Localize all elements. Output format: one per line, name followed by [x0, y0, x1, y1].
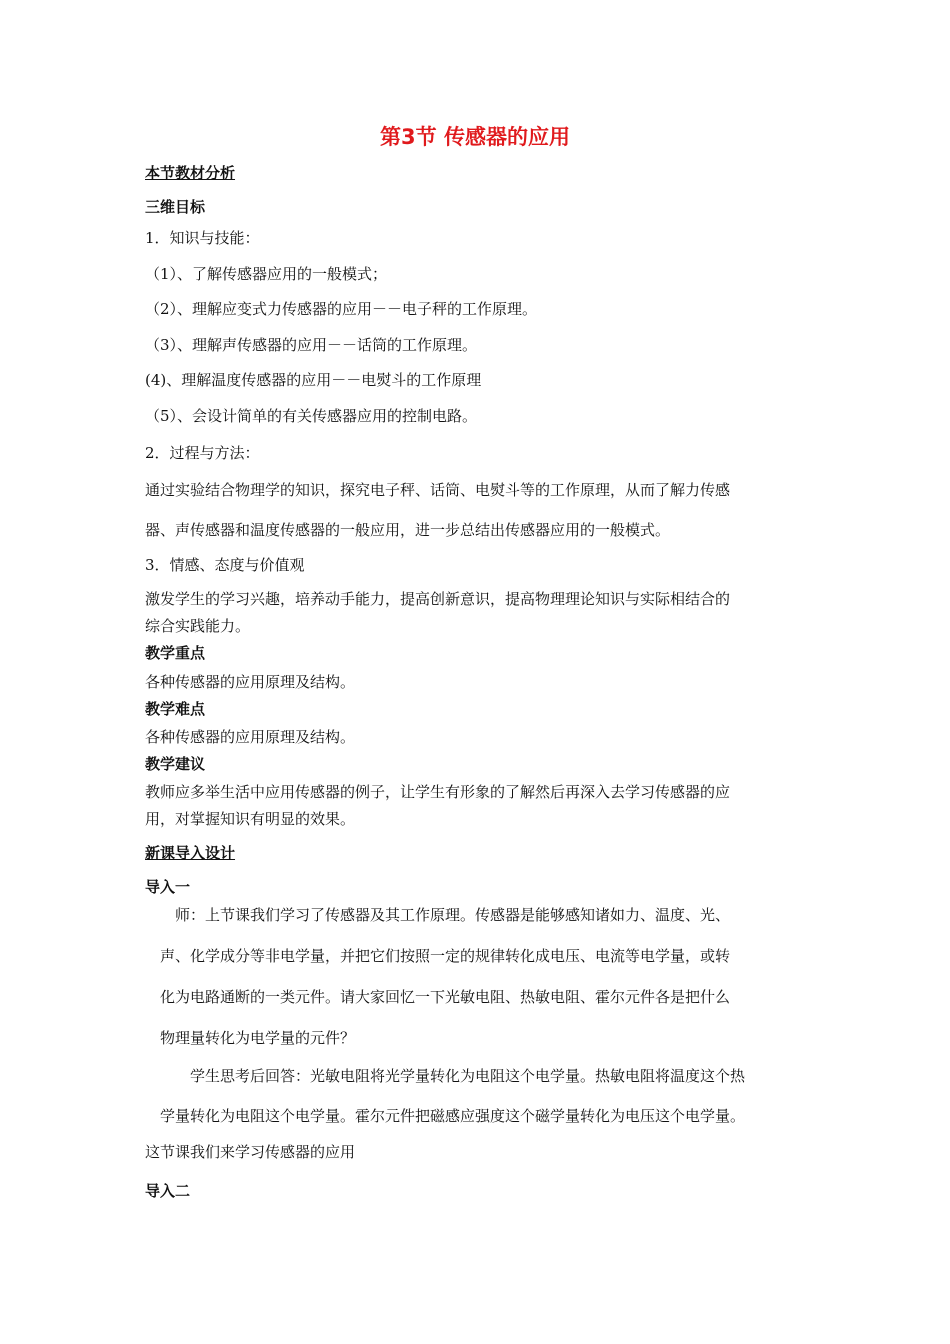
- knowledge-item: （1）、了解传感器应用的一般模式；: [145, 265, 388, 283]
- section-heading-goals: 三维目标: [145, 198, 206, 216]
- section-heading-analysis: 本节教材分析: [145, 164, 236, 182]
- intro-1-heading: 导入一: [145, 878, 191, 896]
- paragraph-line: 师：上节课我们学习了传感器及其工作原理。传感器是能够感知诸如力、温度、光、: [175, 906, 731, 924]
- page-title: 第3节 传感器的应用: [380, 125, 570, 149]
- paragraph-line: 声、化学成分等非电学量，并把它们按照一定的规律转化成电压、电流等电学量，或转: [160, 947, 731, 965]
- new-lesson-heading: 新课导入设计: [145, 844, 236, 862]
- focus-heading: 教学重点: [145, 644, 206, 662]
- knowledge-item: (4)、理解温度传感器的应用－－电熨斗的工作原理: [145, 371, 482, 389]
- difficulty-text: 各种传感器的应用原理及结构。: [145, 728, 356, 746]
- goal-attitude-heading: 3．情感、态度与价值观: [145, 556, 305, 574]
- paragraph-line: 物理量转化为电学量的元件？: [160, 1029, 356, 1047]
- paragraph-line: 学量转化为电阻这个电学量。霍尔元件把磁感应强度这个磁学量转化为电压这个电学量。: [160, 1107, 746, 1125]
- knowledge-item: （3）、理解声传感器的应用－－话筒的工作原理。: [145, 336, 478, 354]
- focus-text: 各种传感器的应用原理及结构。: [145, 673, 356, 691]
- paragraph-line: 通过实验结合物理学的知识，探究电子秤、话筒、电熨斗等的工作原理，从而了解力传感: [145, 481, 731, 499]
- paragraph-line: 学生思考后回答：光敏电阻将光学量转化为电阻这个电学量。热敏电阻将温度这个热: [190, 1067, 746, 1085]
- difficulty-heading: 教学难点: [145, 700, 206, 718]
- goal-knowledge-heading: 1．知识与技能：: [145, 229, 260, 247]
- paragraph-line: 这节课我们来学习传感器的应用: [145, 1143, 356, 1161]
- knowledge-item: （2）、理解应变式力传感器的应用－－电子秤的工作原理。: [145, 300, 538, 318]
- paragraph-line: 用，对掌握知识有明显的效果。: [145, 810, 356, 828]
- paragraph-line: 激发学生的学习兴趣，培养动手能力，提高创新意识，提高物理理论知识与实际相结合的: [145, 590, 731, 608]
- paragraph-line: 教师应多举生活中应用传感器的例子，让学生有形象的了解然后再深入去学习传感器的应: [145, 783, 731, 801]
- intro-2-heading: 导入二: [145, 1182, 191, 1200]
- paragraph-line: 综合实践能力。: [145, 617, 251, 635]
- paragraph-line: 化为电路通断的一类元件。请大家回忆一下光敏电阻、热敏电阻、霍尔元件各是把什么: [160, 988, 731, 1006]
- paragraph-line: 器、声传感器和温度传感器的一般应用，进一步总结出传感器应用的一般模式。: [145, 521, 671, 539]
- goal-process-heading: 2．过程与方法：: [145, 444, 260, 462]
- advice-heading: 教学建议: [145, 755, 206, 773]
- knowledge-item: （5）、会设计简单的有关传感器应用的控制电路。: [145, 407, 478, 425]
